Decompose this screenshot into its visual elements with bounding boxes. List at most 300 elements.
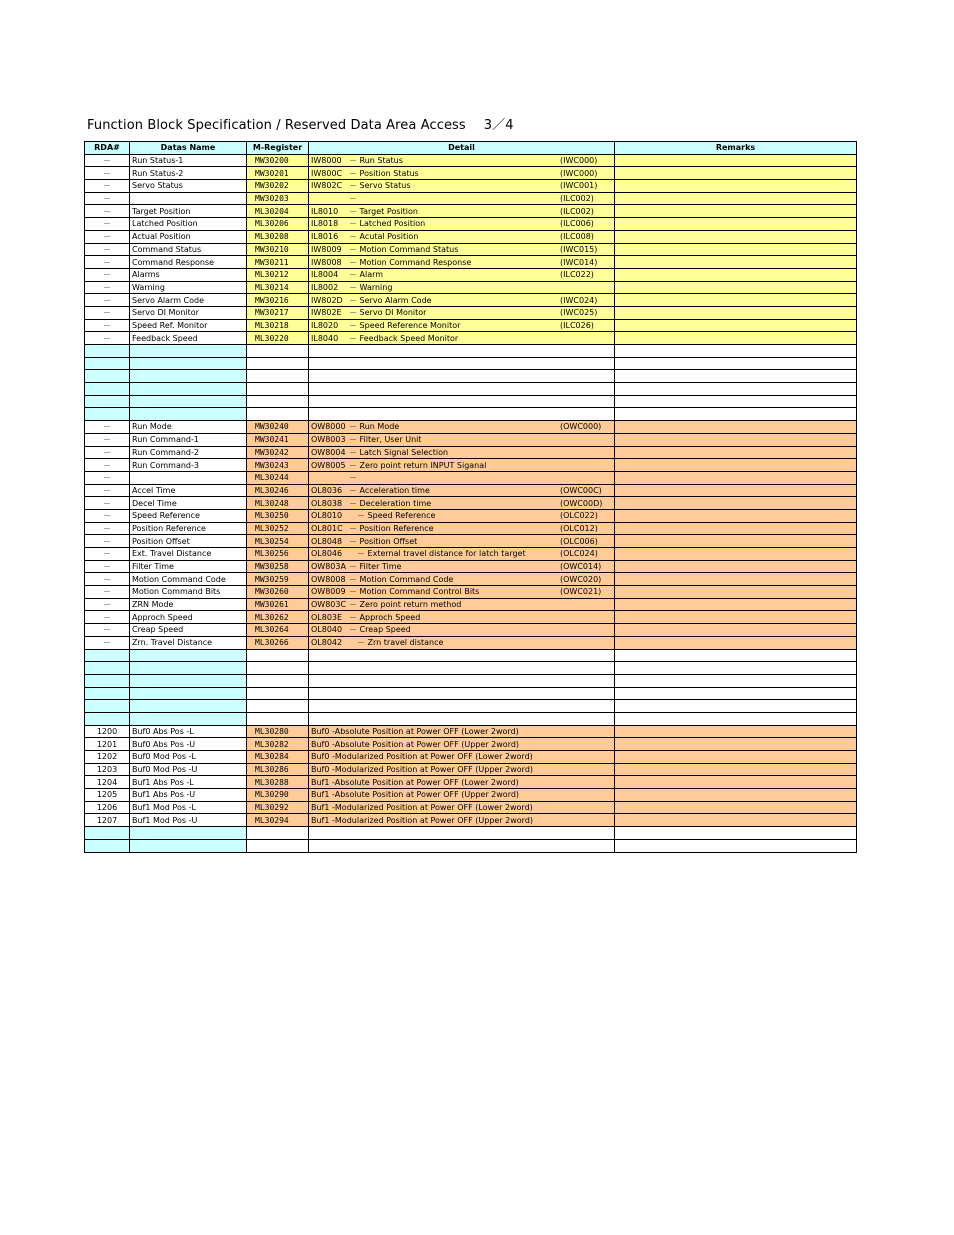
- table-row: [85, 789, 857, 802]
- detail-code: OW803A: [311, 562, 346, 572]
- detail-description: － Speed Reference: [349, 511, 436, 521]
- remarks-cell: [615, 256, 857, 269]
- detail-code: IL8002: [311, 282, 339, 292]
- m-register-cell: MW30241: [247, 433, 309, 446]
- datas-name-cell: [130, 370, 247, 383]
- table-row: [85, 649, 857, 662]
- m-register-cell: ML30284: [247, 751, 309, 764]
- datas-name-cell: Feedback Speed: [130, 332, 247, 345]
- detail-reference: (IWC015): [560, 244, 598, 254]
- detail-description: Buf1 -Absolute Position at Power OFF (Lower 2word): [311, 777, 519, 787]
- remarks-cell: [615, 218, 857, 231]
- remarks-cell: [615, 687, 857, 700]
- detail-reference: (IWC025): [560, 308, 598, 318]
- detail-content: [311, 434, 612, 445]
- rda-cell: 1202: [85, 751, 130, 764]
- detail-reference: (OWC00D): [560, 498, 603, 508]
- detail-description: － Creap Speed: [349, 625, 411, 635]
- rda-cell: [85, 687, 130, 700]
- detail-content: [311, 536, 612, 547]
- remarks-cell: [615, 763, 857, 776]
- remarks-cell: [615, 180, 857, 193]
- detail-description: － Zero point return method: [349, 600, 462, 610]
- detail-cell: [309, 218, 615, 231]
- table-row: [85, 548, 857, 561]
- table-row: [85, 395, 857, 408]
- detail-description: － Zero point return INPUT Siganal: [349, 460, 487, 470]
- detail-cell: [309, 789, 615, 802]
- datas-name-cell: Run Status-2: [130, 167, 247, 180]
- detail-content: [311, 269, 612, 280]
- m-register-cell: [247, 662, 309, 675]
- detail-reference: (OWC021): [560, 587, 602, 597]
- m-register-cell: MW30259: [247, 573, 309, 586]
- rda-cell: －: [85, 268, 130, 281]
- detail-cell: [309, 801, 615, 814]
- datas-name-cell: Buf1 Mod Pos -U: [130, 814, 247, 827]
- detail-content: [311, 168, 612, 179]
- detail-content: [311, 498, 612, 509]
- datas-name-cell: Warning: [130, 281, 247, 294]
- rda-cell: －: [85, 421, 130, 434]
- remarks-cell: [615, 421, 857, 434]
- detail-code: IL8010: [311, 206, 339, 216]
- datas-name-cell: [130, 700, 247, 713]
- m-register-cell: ML30282: [247, 738, 309, 751]
- detail-reference: (OWC020): [560, 574, 602, 584]
- detail-description: － Motion Command Status: [349, 244, 459, 254]
- detail-code: OW8000: [311, 422, 346, 432]
- detail-cell: [309, 230, 615, 243]
- detail-reference: (ILC008): [560, 232, 594, 242]
- table-row: [85, 459, 857, 472]
- detail-cell: [309, 306, 615, 319]
- table-row: [85, 522, 857, 535]
- detail-cell: [309, 624, 615, 637]
- detail-code: OL803E: [311, 612, 343, 622]
- remarks-cell: [615, 268, 857, 281]
- detail-code: OW8009: [311, 587, 346, 597]
- detail-content: [311, 574, 612, 585]
- table-row: [85, 484, 857, 497]
- datas-name-cell: Servo DI Monitor: [130, 306, 247, 319]
- remarks-cell: [615, 725, 857, 738]
- rda-cell: －: [85, 548, 130, 561]
- detail-cell: [309, 180, 615, 193]
- detail-cell: [309, 446, 615, 459]
- detail-content: [311, 421, 612, 432]
- remarks-cell: [615, 801, 857, 814]
- detail-description: －: [349, 473, 357, 483]
- m-register-cell: ML30292: [247, 801, 309, 814]
- detail-description: － Run Mode: [349, 422, 400, 432]
- detail-code: IW8000: [311, 156, 342, 166]
- detail-reference: (IWC000): [560, 168, 598, 178]
- remarks-cell: [615, 294, 857, 307]
- detail-description: － Approch Speed: [349, 612, 421, 622]
- m-register-cell: MW30217: [247, 306, 309, 319]
- datas-name-cell: Buf1 Abs Pos -U: [130, 789, 247, 802]
- m-register-cell: MW30201: [247, 167, 309, 180]
- datas-name-cell: Buf0 Mod Pos -U: [130, 763, 247, 776]
- remarks-cell: [615, 586, 857, 599]
- detail-description: － Deceleration time: [349, 498, 432, 508]
- datas-name-cell: Target Position: [130, 205, 247, 218]
- detail-reference: (OLC024): [560, 549, 598, 559]
- detail-cell: [309, 814, 615, 827]
- detail-content: [311, 599, 612, 610]
- table-row: [85, 814, 857, 827]
- table-row: [85, 839, 857, 852]
- table-row: [85, 180, 857, 193]
- detail-content: [311, 218, 612, 229]
- detail-content: [311, 472, 612, 483]
- detail-description: Buf1 -Absolute Position at Power OFF (Upper 2word): [311, 790, 520, 800]
- table-row: [85, 192, 857, 205]
- remarks-cell: [615, 611, 857, 624]
- detail-cell: [309, 243, 615, 256]
- remarks-cell: [615, 598, 857, 611]
- detail-content: [311, 333, 612, 344]
- detail-cell: [309, 611, 615, 624]
- rda-cell: [85, 345, 130, 358]
- table-row: [85, 725, 857, 738]
- rda-cell: －: [85, 636, 130, 649]
- m-register-cell: [247, 839, 309, 852]
- detail-cell: [309, 763, 615, 776]
- detail-cell: [309, 370, 615, 383]
- m-register-cell: [247, 395, 309, 408]
- detail-content: [311, 244, 612, 255]
- detail-code: OL8048: [311, 536, 343, 546]
- remarks-cell: [615, 345, 857, 358]
- detail-cell: [309, 738, 615, 751]
- rda-cell: －: [85, 192, 130, 205]
- detail-description: － Filter, User Unit: [349, 435, 422, 445]
- rda-cell: －: [85, 230, 130, 243]
- table-row: [85, 586, 857, 599]
- remarks-cell: [615, 509, 857, 522]
- detail-cell: [309, 573, 615, 586]
- m-register-cell: ML30266: [247, 636, 309, 649]
- detail-description: － Servo Status: [349, 181, 411, 191]
- m-register-cell: ML30208: [247, 230, 309, 243]
- m-register-cell: ML30244: [247, 471, 309, 484]
- rda-cell: －: [85, 294, 130, 307]
- rda-cell: [85, 408, 130, 421]
- remarks-cell: [615, 370, 857, 383]
- detail-code: OW803C: [311, 600, 347, 610]
- m-register-cell: [247, 687, 309, 700]
- detail-cell: [309, 471, 615, 484]
- m-register-cell: MW30240: [247, 421, 309, 434]
- detail-cell: [309, 154, 615, 167]
- table-body: [85, 142, 857, 853]
- detail-code: OL8046: [311, 549, 343, 559]
- datas-name-cell: Creap Speed: [130, 624, 247, 637]
- remarks-cell: [615, 548, 857, 561]
- rda-cell: 1204: [85, 776, 130, 789]
- detail-cell: [309, 598, 615, 611]
- detail-cell: [309, 776, 615, 789]
- detail-description: － Servo Alarm Code: [349, 295, 432, 305]
- detail-content: [311, 460, 612, 471]
- detail-code: OW8008: [311, 574, 346, 584]
- detail-description: － Servo DI Monitor: [349, 308, 427, 318]
- datas-name-cell: Command Response: [130, 256, 247, 269]
- remarks-cell: [615, 459, 857, 472]
- detail-content: [311, 624, 612, 635]
- detail-content: [311, 751, 612, 762]
- header-detail: Detail: [309, 142, 615, 155]
- remarks-cell: [615, 319, 857, 332]
- m-register-cell: ML30294: [247, 814, 309, 827]
- m-register-cell: MW30242: [247, 446, 309, 459]
- detail-description: － Speed Reference Monitor: [349, 320, 461, 330]
- detail-code: OL8010: [311, 511, 343, 521]
- datas-name-cell: [130, 357, 247, 370]
- detail-cell: [309, 586, 615, 599]
- remarks-cell: [615, 712, 857, 725]
- table-row: [85, 408, 857, 421]
- datas-name-cell: [130, 383, 247, 396]
- detail-cell: [309, 294, 615, 307]
- rda-cell: 1207: [85, 814, 130, 827]
- detail-content: [311, 447, 612, 458]
- table-row: [85, 598, 857, 611]
- datas-name-cell: Motion Command Bits: [130, 586, 247, 599]
- rda-cell: －: [85, 522, 130, 535]
- rda-cell: 1206: [85, 801, 130, 814]
- m-register-cell: ML30212: [247, 268, 309, 281]
- detail-code: IW802C: [311, 181, 343, 191]
- rda-cell: [85, 383, 130, 396]
- m-register-cell: ML30286: [247, 763, 309, 776]
- table-row: [85, 294, 857, 307]
- m-register-cell: MW30216: [247, 294, 309, 307]
- m-register-cell: ML30256: [247, 548, 309, 561]
- detail-cell: [309, 700, 615, 713]
- rda-cell: －: [85, 218, 130, 231]
- header-rda: RDA#: [85, 142, 130, 155]
- detail-description: Buf1 -Modularized Position at Power OFF (Upper 2word): [311, 815, 534, 825]
- rda-cell: 1205: [85, 789, 130, 802]
- rda-cell: －: [85, 497, 130, 510]
- remarks-cell: [615, 636, 857, 649]
- detail-description: － Motion Command Control Bits: [349, 587, 480, 597]
- rda-cell: [85, 662, 130, 675]
- detail-cell: [309, 408, 615, 421]
- detail-content: [311, 764, 612, 775]
- table-row: [85, 776, 857, 789]
- table-row: [85, 674, 857, 687]
- detail-code: IL8040: [311, 333, 339, 343]
- detail-cell: [309, 345, 615, 358]
- detail-content: [311, 282, 612, 293]
- datas-name-cell: Buf1 Mod Pos -L: [130, 801, 247, 814]
- remarks-cell: [615, 674, 857, 687]
- detail-content: [311, 637, 612, 648]
- rda-cell: [85, 357, 130, 370]
- rda-cell: －: [85, 560, 130, 573]
- detail-code: IW8008: [311, 257, 342, 267]
- datas-name-cell: Filter Time: [130, 560, 247, 573]
- detail-description: － Latch Signal Selection: [349, 447, 449, 457]
- detail-content: [311, 155, 612, 166]
- detail-reference: (IWC001): [560, 181, 598, 191]
- detail-cell: [309, 383, 615, 396]
- table-row: [85, 535, 857, 548]
- table-row: [85, 154, 857, 167]
- reserved-data-table: [84, 141, 857, 853]
- detail-cell: [309, 649, 615, 662]
- detail-description: Buf0 -Absolute Position at Power OFF (Upper 2word): [311, 739, 520, 749]
- detail-cell: [309, 560, 615, 573]
- datas-name-cell: Servo Status: [130, 180, 247, 193]
- table-row: [85, 738, 857, 751]
- rda-cell: －: [85, 256, 130, 269]
- remarks-cell: [615, 649, 857, 662]
- m-register-cell: MW30210: [247, 243, 309, 256]
- table-row: [85, 167, 857, 180]
- remarks-cell: [615, 839, 857, 852]
- datas-name-cell: Position Reference: [130, 522, 247, 535]
- remarks-cell: [615, 535, 857, 548]
- remarks-cell: [615, 357, 857, 370]
- detail-cell: [309, 484, 615, 497]
- table-row: [85, 319, 857, 332]
- table-header-row: [85, 142, 857, 155]
- detail-cell: [309, 395, 615, 408]
- detail-content: [311, 789, 612, 800]
- detail-cell: [309, 751, 615, 764]
- m-register-cell: [247, 649, 309, 662]
- detail-content: [311, 320, 612, 331]
- detail-code: IL8004: [311, 270, 339, 280]
- detail-cell: [309, 522, 615, 535]
- rda-cell: [85, 827, 130, 840]
- rda-cell: －: [85, 573, 130, 586]
- detail-code: IL8018: [311, 219, 339, 229]
- detail-cell: [309, 636, 615, 649]
- detail-code: IL8020: [311, 320, 339, 330]
- rda-cell: [85, 712, 130, 725]
- detail-code: IW800C: [311, 168, 343, 178]
- rda-cell: －: [85, 509, 130, 522]
- detail-code: OW8003: [311, 435, 346, 445]
- detail-cell: [309, 268, 615, 281]
- detail-description: Buf1 -Modularized Position at Power OFF (Lower 2word): [311, 803, 533, 813]
- rda-cell: －: [85, 167, 130, 180]
- table-row: [85, 497, 857, 510]
- m-register-cell: ML30252: [247, 522, 309, 535]
- rda-cell: －: [85, 319, 130, 332]
- m-register-cell: ML30220: [247, 332, 309, 345]
- rda-cell: －: [85, 484, 130, 497]
- m-register-cell: [247, 712, 309, 725]
- datas-name-cell: [130, 408, 247, 421]
- datas-name-cell: ZRN Mode: [130, 598, 247, 611]
- detail-cell: [309, 725, 615, 738]
- datas-name-cell: [130, 345, 247, 358]
- detail-code: IW802E: [311, 308, 342, 318]
- rda-cell: －: [85, 332, 130, 345]
- m-register-cell: MW30260: [247, 586, 309, 599]
- table-row: [85, 662, 857, 675]
- detail-content: [311, 180, 612, 191]
- remarks-cell: [615, 751, 857, 764]
- m-register-cell: MW30203: [247, 192, 309, 205]
- remarks-cell: [615, 395, 857, 408]
- detail-cell: [309, 256, 615, 269]
- detail-code: OW8005: [311, 460, 346, 470]
- datas-name-cell: Actual Position: [130, 230, 247, 243]
- remarks-cell: [615, 700, 857, 713]
- table-row: [85, 256, 857, 269]
- m-register-cell: ML30204: [247, 205, 309, 218]
- table-row: [85, 370, 857, 383]
- remarks-cell: [615, 484, 857, 497]
- detail-cell: [309, 687, 615, 700]
- rda-cell: [85, 839, 130, 852]
- table-row: [85, 827, 857, 840]
- datas-name-cell: Ext. Travel Distance: [130, 548, 247, 561]
- rda-cell: －: [85, 306, 130, 319]
- remarks-cell: [615, 776, 857, 789]
- table-row: [85, 332, 857, 345]
- rda-cell: －: [85, 180, 130, 193]
- table-row: [85, 268, 857, 281]
- remarks-cell: [615, 205, 857, 218]
- m-register-cell: [247, 700, 309, 713]
- detail-cell: [309, 712, 615, 725]
- remarks-cell: [615, 383, 857, 396]
- table-row: [85, 205, 857, 218]
- detail-description: － Position Offset: [349, 536, 418, 546]
- detail-reference: (OWC000): [560, 422, 602, 432]
- datas-name-cell: Run Mode: [130, 421, 247, 434]
- detail-content: [311, 206, 612, 217]
- m-register-cell: ML30218: [247, 319, 309, 332]
- detail-cell: [309, 509, 615, 522]
- detail-cell: [309, 421, 615, 434]
- rda-cell: [85, 700, 130, 713]
- detail-content: [311, 739, 612, 750]
- table-row: [85, 433, 857, 446]
- rda-cell: [85, 674, 130, 687]
- m-register-cell: [247, 408, 309, 421]
- datas-name-cell: Alarms: [130, 268, 247, 281]
- detail-code: OL8042: [311, 638, 343, 648]
- rda-cell: －: [85, 598, 130, 611]
- detail-reference: (IWC000): [560, 156, 598, 166]
- detail-cell: [309, 548, 615, 561]
- datas-name-cell: [130, 471, 247, 484]
- header-remarks: Remarks: [615, 142, 857, 155]
- table-row: [85, 306, 857, 319]
- m-register-cell: [247, 674, 309, 687]
- rda-cell: －: [85, 281, 130, 294]
- detail-code: IW8009: [311, 244, 342, 254]
- detail-cell: [309, 662, 615, 675]
- detail-code: OL8040: [311, 625, 343, 635]
- table-row: [85, 624, 857, 637]
- m-register-cell: [247, 827, 309, 840]
- page-number: 3／4: [483, 118, 514, 133]
- rda-cell: [85, 649, 130, 662]
- datas-name-cell: Run Command-2: [130, 446, 247, 459]
- rda-cell: －: [85, 471, 130, 484]
